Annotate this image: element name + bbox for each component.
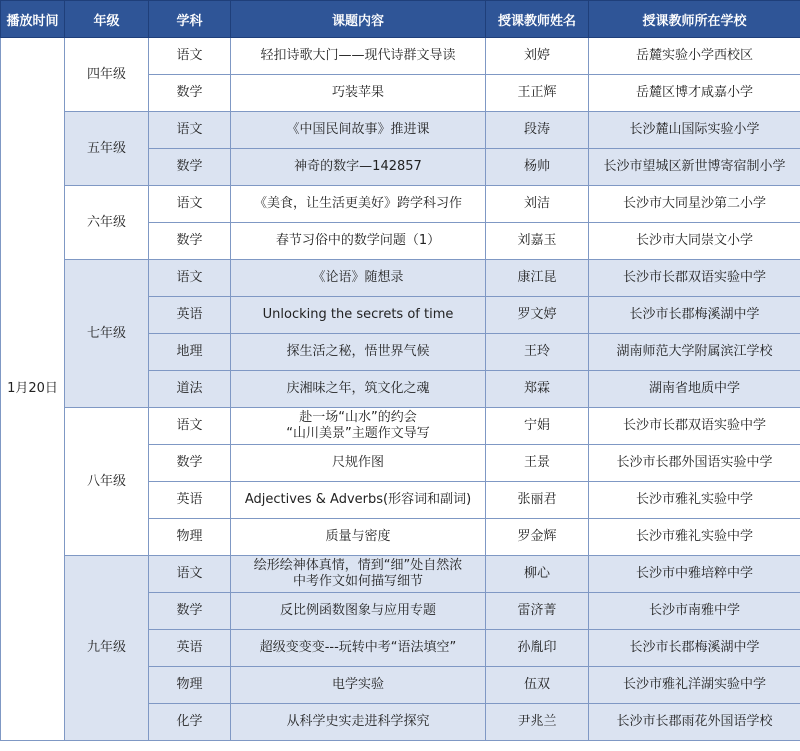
school-cell: 长沙市大同崇文小学: [589, 223, 800, 260]
school-cell: 岳麓实验小学西校区: [589, 38, 800, 75]
teacher-name-cell: 王景: [486, 445, 589, 482]
topic-cell: Adjectives & Adverbs(形容词和副词): [231, 482, 486, 519]
school-cell: 湖南省地质中学: [589, 371, 800, 408]
subject-cell: 物理: [149, 519, 231, 556]
table-row: [1, 556, 800, 593]
topic-cell: 探生活之秘，悟世界气候: [231, 334, 486, 371]
teacher-name-cell: 宁娟: [486, 408, 589, 445]
school-cell: 长沙市长郡梅溪湖中学: [589, 297, 800, 334]
school-cell: 长沙市雅礼洋湖实验中学: [589, 667, 800, 704]
topic-cell: Unlocking the secrets of time: [231, 297, 486, 334]
header-broadcast-time: 播放时间: [1, 1, 65, 38]
grade-cell: 七年级: [65, 260, 149, 408]
school-cell: 长沙市长郡双语实验中学: [589, 260, 800, 297]
teacher-name-cell: 段涛: [486, 112, 589, 149]
header-school: 授课教师所在学校: [589, 1, 800, 38]
topic-cell: 电学实验: [231, 667, 486, 704]
table-header: [1, 1, 800, 38]
grade-cell: 四年级: [65, 38, 149, 112]
topic-cell: 从科学史实走进科学探究: [231, 704, 486, 741]
teacher-name-cell: 刘洁: [486, 186, 589, 223]
topic-cell: 春节习俗中的数学问题（1）: [231, 223, 486, 260]
header-topic: 课题内容: [231, 1, 486, 38]
topic-cell: 庆湘味之年，筑文化之魂: [231, 371, 486, 408]
subject-cell: 语文: [149, 408, 231, 445]
subject-cell: 数学: [149, 149, 231, 186]
topic-cell: 绘形绘神体真情，情到“细”处自然浓 中考作文如何描写细节: [231, 556, 486, 593]
subject-cell: 化学: [149, 704, 231, 741]
teacher-name-cell: 雷济菁: [486, 593, 589, 630]
teacher-name-cell: 杨帅: [486, 149, 589, 186]
broadcast-date-cell: 1月20日: [1, 38, 65, 741]
subject-cell: 地理: [149, 334, 231, 371]
grade-cell: 八年级: [65, 408, 149, 556]
grade-cell: 六年级: [65, 186, 149, 260]
topic-cell: 巧装苹果: [231, 75, 486, 112]
grade-cell: 九年级: [65, 556, 149, 741]
subject-cell: 语文: [149, 186, 231, 223]
table-row: [1, 186, 800, 223]
topic-cell: 超级变变变---玩转中考“语法填空”: [231, 630, 486, 667]
subject-cell: 数学: [149, 75, 231, 112]
school-cell: 长沙市南雅中学: [589, 593, 800, 630]
teacher-name-cell: 柳心: [486, 556, 589, 593]
school-cell: 长沙市长郡雨花外国语学校: [589, 704, 800, 741]
school-cell: 长沙市望城区新世博寄宿制小学: [589, 149, 800, 186]
subject-cell: 物理: [149, 667, 231, 704]
subject-cell: 英语: [149, 630, 231, 667]
subject-cell: 语文: [149, 260, 231, 297]
topic-cell: 《美食，让生活更美好》跨学科习作: [231, 186, 486, 223]
subject-cell: 道法: [149, 371, 231, 408]
school-cell: 长沙市长郡梅溪湖中学: [589, 630, 800, 667]
table-row: [1, 408, 800, 445]
subject-cell: 英语: [149, 297, 231, 334]
school-cell: 长沙市雅礼实验中学: [589, 482, 800, 519]
table-row: [1, 38, 800, 75]
teacher-name-cell: 孙胤印: [486, 630, 589, 667]
topic-cell: 赴一场“山水”的约会 “山川美景”主题作文导写: [231, 408, 486, 445]
teacher-name-cell: 刘婷: [486, 38, 589, 75]
header-row: [1, 1, 800, 38]
subject-cell: 数学: [149, 593, 231, 630]
school-cell: 长沙市大同星沙第二小学: [589, 186, 800, 223]
teacher-name-cell: 王正辉: [486, 75, 589, 112]
school-cell: 长沙市雅礼实验中学: [589, 519, 800, 556]
grade-cell: 五年级: [65, 112, 149, 186]
subject-cell: 语文: [149, 38, 231, 75]
subject-cell: 语文: [149, 112, 231, 149]
topic-cell: 《中国民间故事》推进课: [231, 112, 486, 149]
table-row: [1, 260, 800, 297]
topic-cell: 神奇的数字—142857: [231, 149, 486, 186]
teacher-name-cell: 伍双: [486, 667, 589, 704]
topic-cell: 反比例函数图象与应用专题: [231, 593, 486, 630]
header-subject: 学科: [149, 1, 231, 38]
teacher-name-cell: 罗金辉: [486, 519, 589, 556]
teacher-name-cell: 刘嘉玉: [486, 223, 589, 260]
header-grade: 年级: [65, 1, 149, 38]
topic-cell: 质量与密度: [231, 519, 486, 556]
table-row: [1, 112, 800, 149]
subject-cell: 数学: [149, 223, 231, 260]
school-cell: 岳麓区博才咸嘉小学: [589, 75, 800, 112]
topic-cell: 尺规作图: [231, 445, 486, 482]
teacher-name-cell: 罗文婷: [486, 297, 589, 334]
teacher-name-cell: 张丽君: [486, 482, 589, 519]
school-cell: 长沙市中雅培粹中学: [589, 556, 800, 593]
header-teacher: 授课教师姓名: [486, 1, 589, 38]
subject-cell: 语文: [149, 556, 231, 593]
school-cell: 湖南师范大学附属滨江学校: [589, 334, 800, 371]
topic-cell: 轻扣诗歌大门——现代诗群文导读: [231, 38, 486, 75]
teacher-name-cell: 郑霖: [486, 371, 589, 408]
topic-cell: 《论语》随想录: [231, 260, 486, 297]
school-cell: 长沙麓山国际实验小学: [589, 112, 800, 149]
school-cell: 长沙市长郡外国语实验中学: [589, 445, 800, 482]
subject-cell: 英语: [149, 482, 231, 519]
subject-cell: 数学: [149, 445, 231, 482]
school-cell: 长沙市长郡双语实验中学: [589, 408, 800, 445]
teacher-name-cell: 王玲: [486, 334, 589, 371]
teacher-name-cell: 康江昆: [486, 260, 589, 297]
table-body: [1, 38, 800, 741]
teacher-name-cell: 尹兆兰: [486, 704, 589, 741]
